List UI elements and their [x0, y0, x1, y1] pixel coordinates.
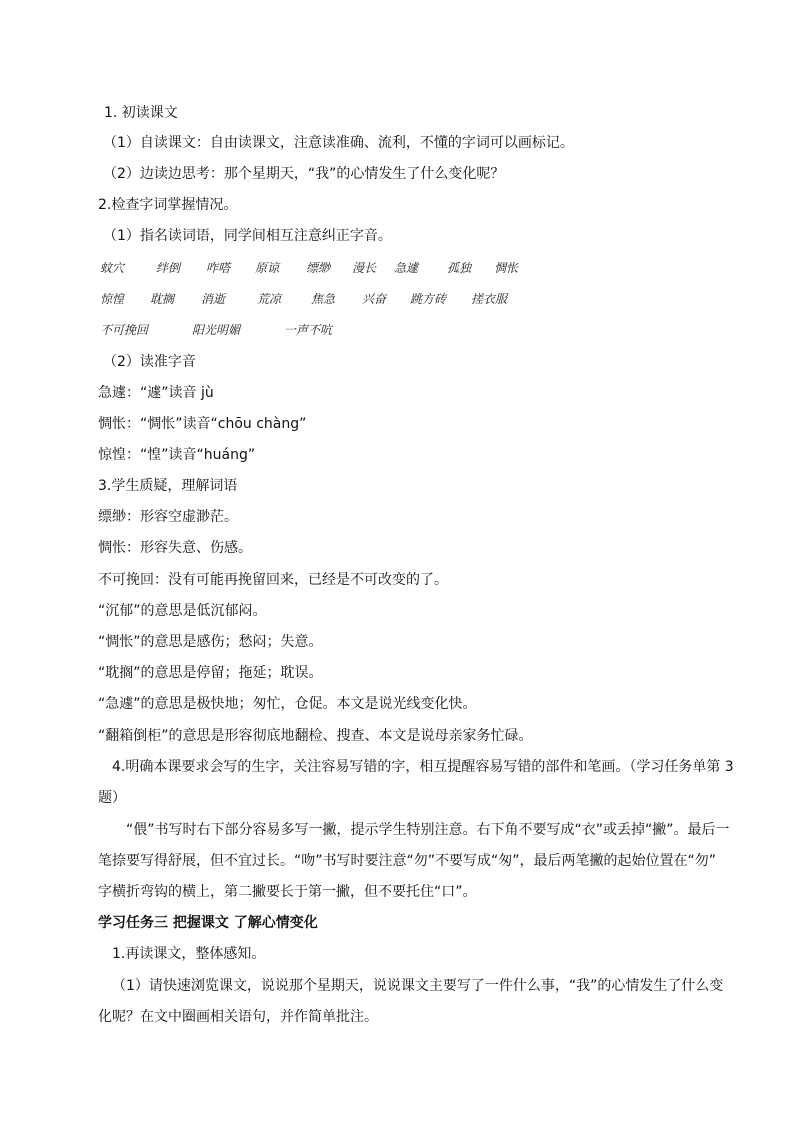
- vocab-word: 漫长: [352, 261, 377, 275]
- paragraph: （2）读准字音: [103, 354, 196, 370]
- paragraph: 不可挽回：没有可能再挽留回来，已经是不可改变的了。: [98, 572, 448, 588]
- vocab-word: 原谅: [255, 261, 280, 275]
- vocab-word: 咋嗒: [206, 261, 231, 275]
- paragraph: “翻箱倒柜”的意思是形容彻底地翻检、搜查、本文是说母亲家务忙碌。: [98, 728, 533, 744]
- paragraph-continuation: 题）: [98, 790, 126, 806]
- vocab-word: 惆怅: [494, 261, 519, 275]
- vocab-word: 消逝: [201, 292, 226, 306]
- section-heading-vocab-meaning: 3.学生质疑，理解词语: [98, 478, 238, 494]
- paragraph-continuation: 笔捺要写得舒展，但不宜过长。“吻”书写时要注意“勿”不要写成“匆”，最后两笔撇的起始位置在“勿”: [98, 853, 717, 869]
- section-heading-word-check: 2.检查字词掌握情况。: [98, 197, 238, 213]
- paragraph: 惊惶：“惶”读音“huáng”: [98, 447, 256, 463]
- paragraph: “沉郁”的意思是低沉郁闷。: [98, 603, 267, 619]
- paragraph: （1）指名读词语，同学间相互注意纠正字音。: [103, 228, 392, 244]
- vocab-word: 惊惶: [100, 292, 125, 306]
- vocab-word: 焦急: [311, 292, 336, 306]
- paragraph: 4.明确本课要求会写的生字，关注容易写错的字，相互提醒容易写错的部件和笔画。（学习任务单第 3: [112, 759, 734, 775]
- section-heading-reread: 1.再读课文，整体感知。: [112, 946, 266, 962]
- task-heading: 学习任务三 把握课文 了解心情变化: [98, 915, 318, 931]
- paragraph: “偎”书写时右下部分容易多写一撇，提示学生特别注意。右下角不要写成“衣”或丢掉“撇”。最后一: [126, 822, 730, 838]
- paragraph-continuation: 化呢？在文中圈画相关语句，并作简单批注。: [98, 1009, 378, 1025]
- paragraph: （2）边读边思考：那个星期天，“我”的心情发生了什么变化呢？: [103, 166, 505, 182]
- vocab-word: 耽搁: [150, 292, 175, 306]
- paragraph: 惆怅：形容失意、伤感。: [98, 540, 252, 556]
- vocab-word: 急遽: [394, 261, 419, 275]
- paragraph-continuation: 字横折弯钩的横上，第二撇要长于第一撇，但不要托住“口”。: [98, 884, 477, 900]
- paragraph: 缥缈：形容空虚渺茫。: [98, 509, 238, 525]
- vocab-word: 兴奋: [362, 292, 387, 306]
- paragraph: 急遽：“遽”读音 jù: [98, 385, 214, 401]
- paragraph: 惆怅：“惆怅”读音“chōu chàng”: [98, 416, 307, 432]
- vocab-word: 蚊穴: [100, 261, 125, 275]
- vocab-word: 搓衣服: [471, 292, 508, 306]
- vocab-word: 一声不吭: [284, 323, 333, 337]
- paragraph: （1）请快速浏览课文，说说那个星期天，说说课文主要写了一件什么事，“我”的心情发生了什么变: [112, 978, 724, 994]
- vocab-word: 绊倒: [156, 261, 181, 275]
- paragraph: “急遽”的意思是极快地；匆忙，仓促。本文是说光线变化快。: [98, 696, 477, 712]
- vocab-word: 阳光明媚: [192, 323, 241, 337]
- vocab-word: 跳方砖: [410, 292, 447, 306]
- vocab-word: 不可挽回: [100, 323, 149, 337]
- vocab-word: 缥缈: [306, 261, 331, 275]
- section-heading-first-reading: 1. 初读课文: [104, 105, 178, 121]
- vocab-word: 孤独: [447, 261, 472, 275]
- paragraph: “耽搁”的意思是停留；拖延；耽误。: [98, 665, 323, 681]
- paragraph: “惆怅”的意思是感伤；愁闷；失意。: [98, 634, 323, 650]
- paragraph: （1）自读课文：自由读课文，注意读准确、流利，不懂的字词可以画标记。: [103, 135, 574, 151]
- vocab-word: 荒凉: [257, 292, 282, 306]
